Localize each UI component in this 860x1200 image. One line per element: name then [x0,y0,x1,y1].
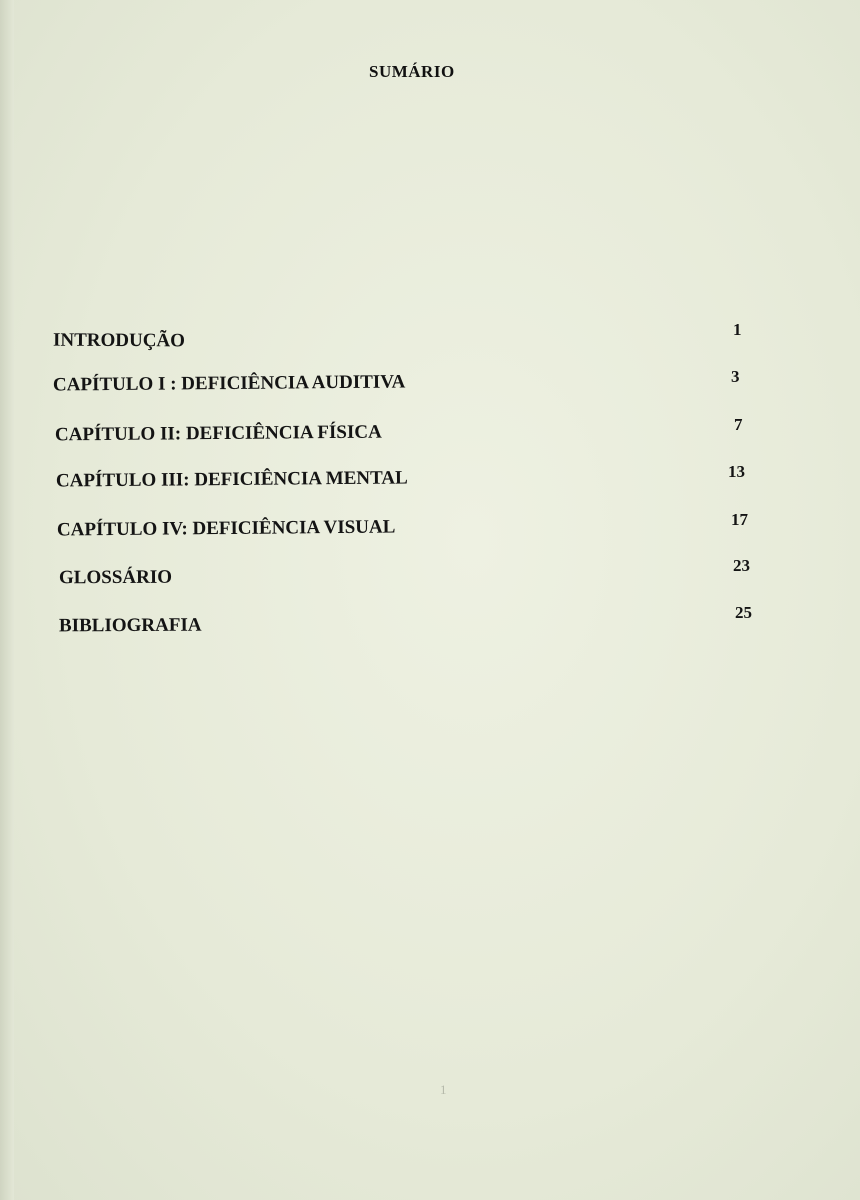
page-edge-shadow [0,0,14,1200]
toc-page-glossario: 23 [733,556,750,575]
toc-item-capitulo-1: CAPÍTULO I : DEFICIÊNCIA AUDITIVA [52,371,406,396]
toc-page-capitulo-3: 13 [728,462,745,481]
toc-item-capitulo-3: CAPÍTULO III: DEFICIÊNCIA MENTAL [55,467,408,492]
page-title: SUMÁRIO [369,62,455,81]
toc-page-bibliografia: 25 [735,603,752,622]
toc-item-introducao: INTRODUÇÃO [52,329,186,352]
toc-item-capitulo-2: CAPÍTULO II: DEFICIÊNCIA FÍSICA [54,421,382,446]
toc-page-introducao: 1 [733,320,742,339]
footer-page-number: 1 [440,1082,447,1097]
toc-page-capitulo-2: 7 [734,415,743,434]
toc-item-capitulo-4: CAPÍTULO IV: DEFICIÊNCIA VISUAL [56,516,396,541]
toc-page-capitulo-1: 3 [731,367,740,386]
toc-item-glossario: GLOSSÁRIO [58,566,173,589]
toc-page-capitulo-4: 17 [731,510,748,529]
toc-item-bibliografia: BIBLIOGRAFIA [58,614,202,637]
